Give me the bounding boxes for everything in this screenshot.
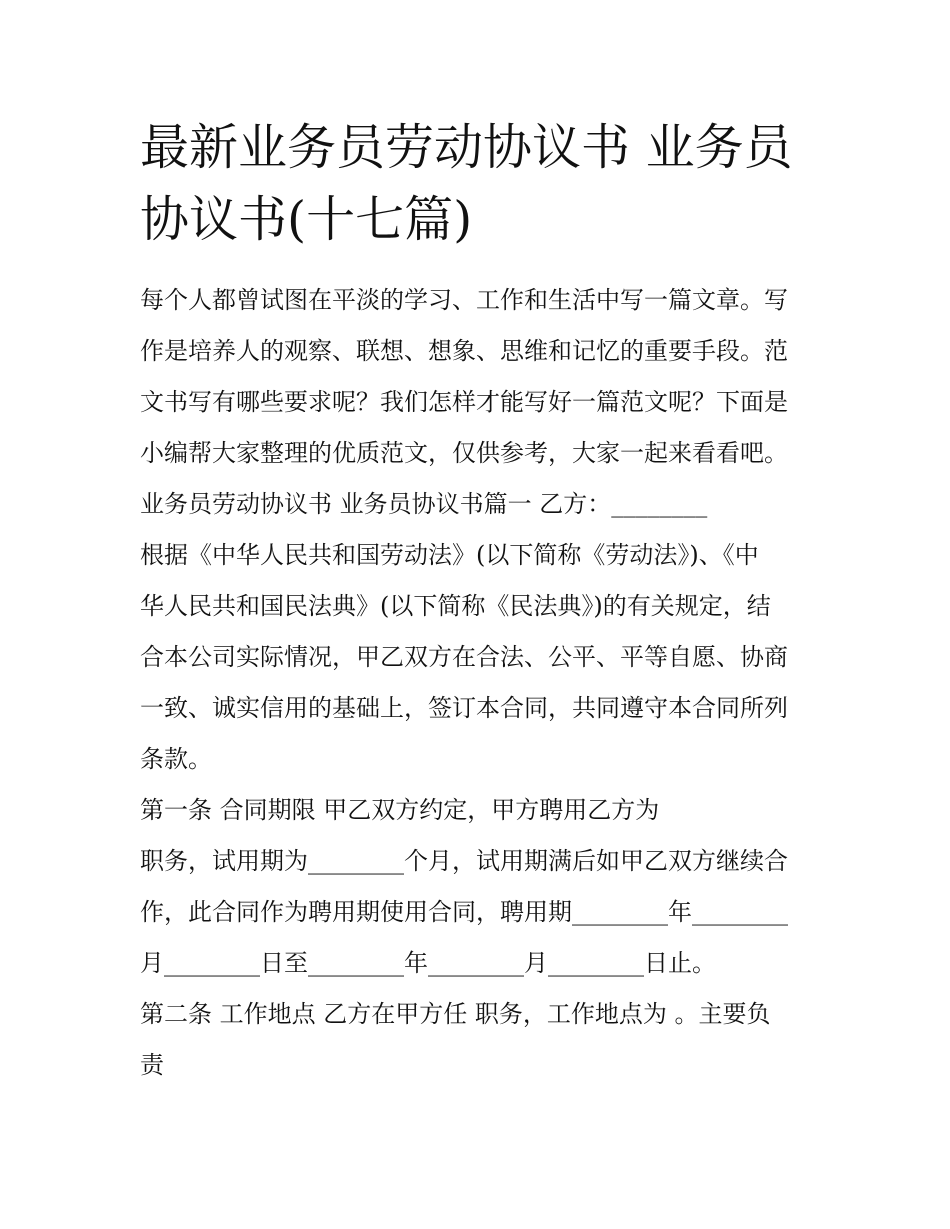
document-title [140,112,830,256]
text-line: 第二条 工作地点 乙方在甲方任 职务，工作地点为 。主要负 [140,1000,771,1028]
text-line: 条款。 [140,745,212,773]
legal-basis-paragraph [140,530,812,785]
text-line: 业务员劳动协议书 业务员协议书篇一 乙方：________ [140,490,708,518]
text-line: 月________日至________年________月________日止。 [140,949,716,977]
section-heading-paragraph [140,479,812,530]
text-line: 华人民共和国民法典》(以下简称《民法典》)的有关规定，结 [140,592,771,620]
text-line: 根据《中华人民共和国劳动法》(以下简称《劳动法》)、《中 [140,541,759,569]
article-two-paragraph [140,989,812,1091]
text-line: 职务，试用期为________个月，试用期满后如甲乙双方继续合 [140,847,788,875]
text-line: 一致、诚实信用的基础上，签订本合同，共同遵守本合同所列 [140,694,788,722]
title-line: 协议书(十七篇) [140,191,473,248]
document-body [140,275,812,1091]
text-line: 每个人都曾试图在平淡的学习、工作和生活中写一篇文章。写 [140,286,788,314]
text-line: 作是培养人的观察、联想、想象、思维和记忆的重要手段。范 [140,337,788,365]
intro-paragraph [140,275,812,479]
text-line: 小编帮大家整理的优质范文，仅供参考，大家一起来看看吧。 [140,439,788,467]
title-line: 最新业务员劳动协议书 业务员 [140,119,793,176]
contract-term-paragraph [140,836,812,989]
text-line: 责 [140,1051,164,1079]
text-line: 合本公司实际情况，甲乙双方在合法、公平、平等自愿、协商 [140,643,788,671]
text-line: 作，此合同作为聘用期使用合同，聘用期________年________ [140,898,788,926]
article-one-paragraph [140,785,812,836]
text-line: 第一条 合同期限 甲乙双方约定，甲方聘用乙方为 [140,796,660,824]
text-line: 文书写有哪些要求呢？我们怎样才能写好一篇范文呢？下面是 [140,388,788,416]
